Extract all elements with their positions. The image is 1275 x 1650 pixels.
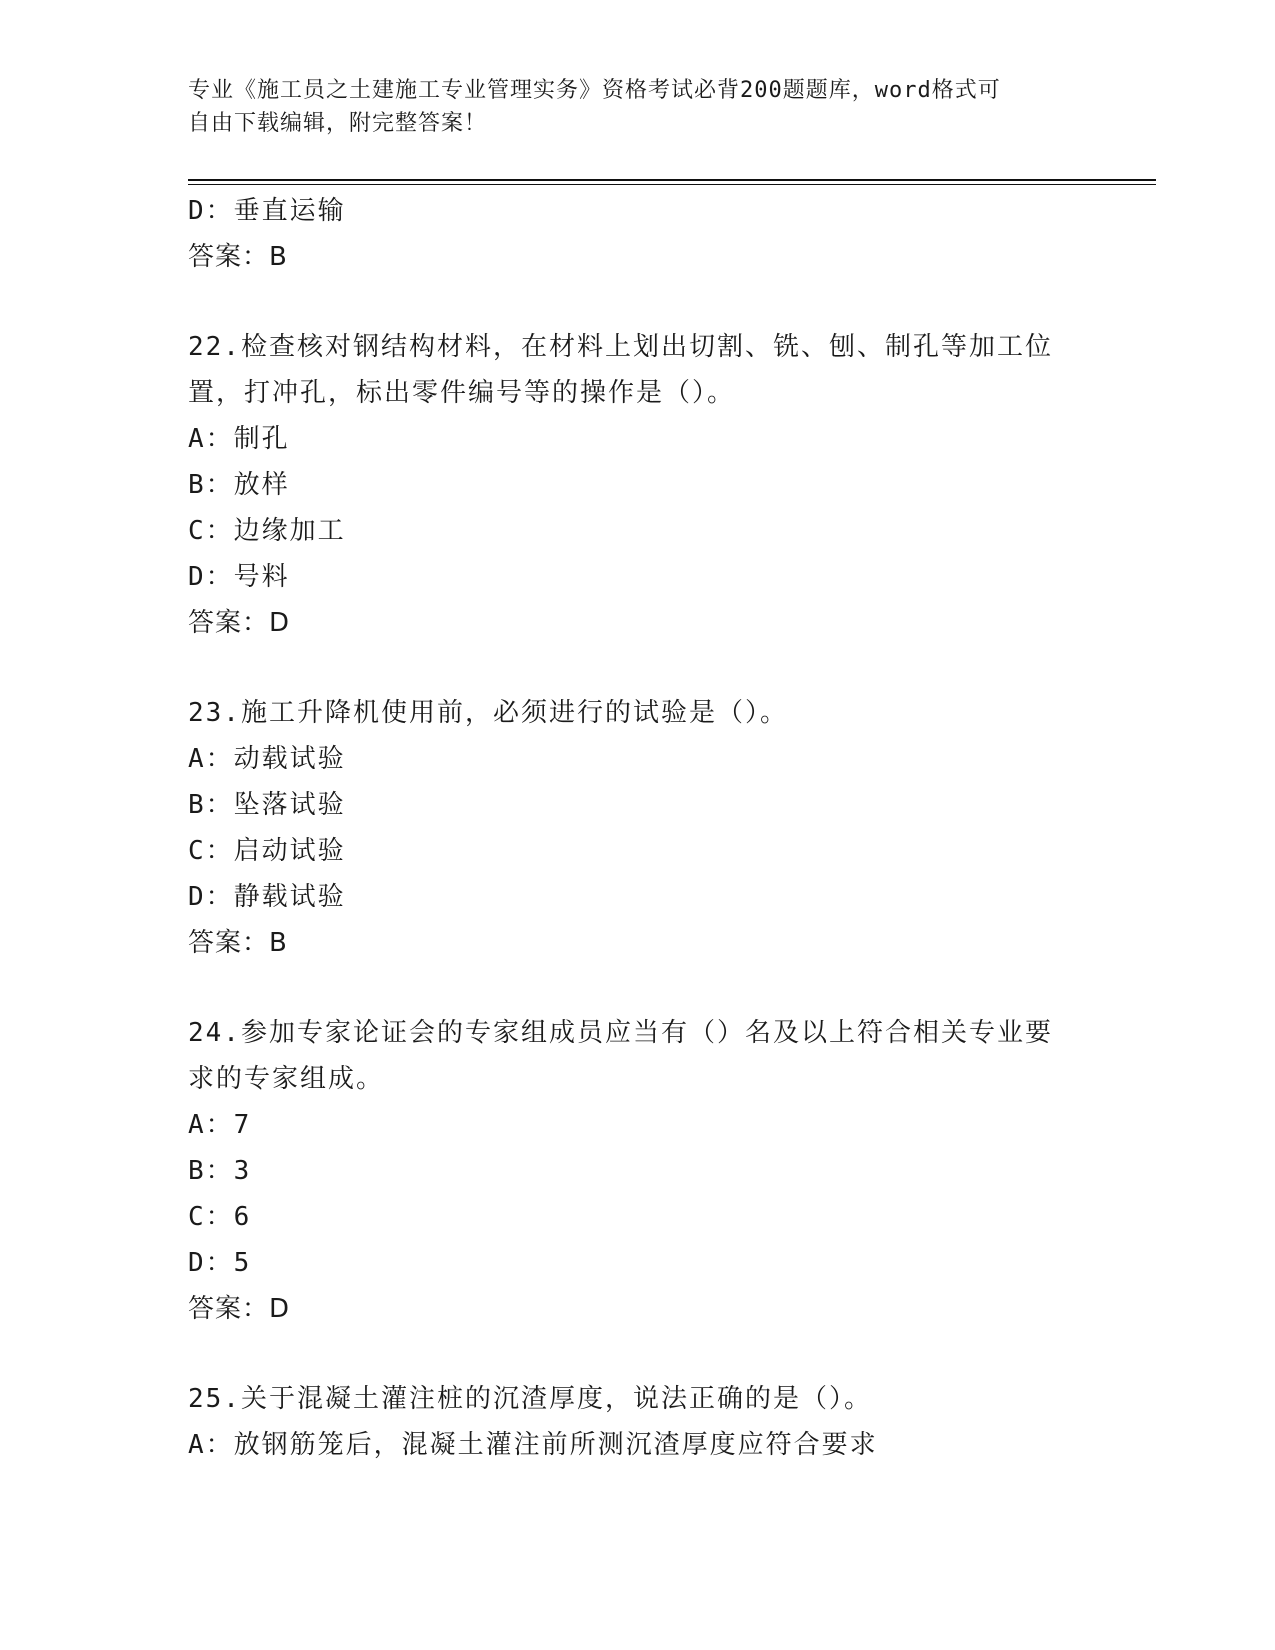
option-d: D：垂直运输 [188, 196, 346, 226]
question-23 [188, 690, 1088, 966]
answer-line: 答案：B [188, 928, 288, 958]
question-stem: 置，打冲孔，标出零件编号等的操作是（）。 [188, 378, 736, 408]
option-d: D：5 [188, 1248, 252, 1278]
option-b: B：坠落试验 [188, 790, 346, 820]
header-line-2: 自由下载编辑，附完整答案！ [188, 111, 488, 136]
header-line-1: 专业《施工员之土建施工专业管理实务》资格考试必背200题题库，word格式可 [188, 78, 1001, 103]
question-stem: 24.参加专家论证会的专家组成员应当有（）名及以上符合相关专业要 [188, 1018, 1053, 1048]
question-22 [188, 324, 1088, 646]
option-b: B：3 [188, 1156, 252, 1186]
question-stem: 25.关于混凝土灌注桩的沉渣厚度，说法正确的是（）。 [188, 1384, 872, 1414]
option-c: C：边缘加工 [188, 516, 346, 546]
question-stem: 23.施工升降机使用前，必须进行的试验是（）。 [188, 698, 788, 728]
option-c: C：启动试验 [188, 836, 346, 866]
option-c: C：6 [188, 1202, 252, 1232]
header-rule-thin [188, 184, 1156, 185]
question-list [188, 188, 1088, 1468]
option-d: D：静载试验 [188, 882, 346, 912]
option-a: A：放钢筋笼后，混凝土灌注前所测沉渣厚度应符合要求 [188, 1430, 878, 1460]
question-stem: 22.检查核对钢结构材料，在材料上划出切割、铣、刨、制孔等加工位 [188, 332, 1053, 362]
document-header [188, 74, 1068, 140]
header-rule-thick [188, 179, 1156, 181]
answer-line: 答案：D [188, 1294, 291, 1324]
answer-line: 答案：B [188, 242, 288, 272]
option-a: A：7 [188, 1110, 252, 1140]
question-stem: 求的专家组成。 [188, 1064, 385, 1094]
answer-line: 答案：D [188, 608, 291, 638]
question-21 [188, 188, 1088, 280]
option-d: D：号料 [188, 562, 290, 592]
question-24 [188, 1010, 1088, 1332]
option-a: A：制孔 [188, 424, 290, 454]
option-b: B：放样 [188, 470, 290, 500]
option-a: A：动载试验 [188, 744, 346, 774]
question-25 [188, 1376, 1088, 1468]
